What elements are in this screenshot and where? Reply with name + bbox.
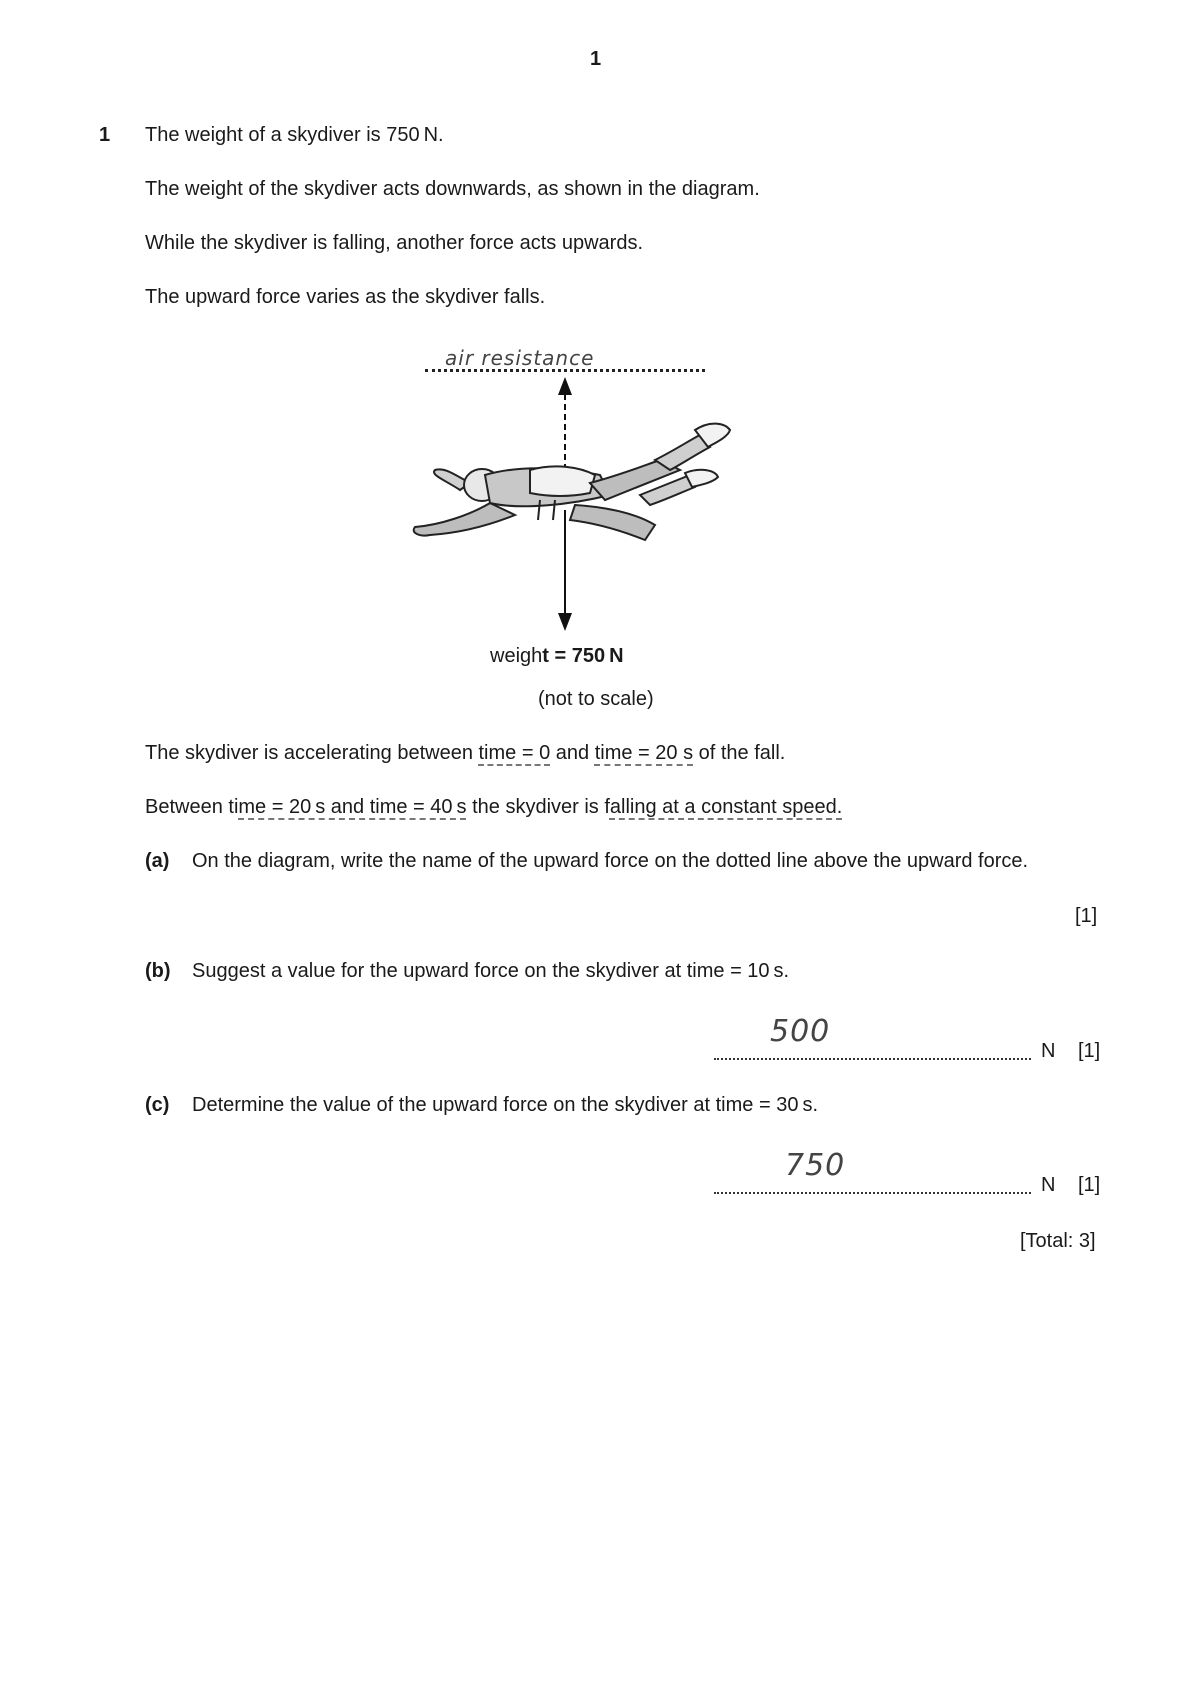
constant-time-range: me = 20 s and time = 40 s bbox=[238, 796, 467, 818]
part-a-label: (a) bbox=[145, 850, 170, 872]
part-c-text: Determine the value of the upward force on the skydiver at time = 30 s. bbox=[192, 1094, 818, 1116]
skydiver-diagram bbox=[390, 375, 750, 635]
weight-label bbox=[490, 645, 624, 668]
part-b-text: Suggest a value for the upward force on the skydiver at time = 10 s. bbox=[192, 960, 790, 982]
total-marks: [Total: 3] bbox=[1020, 1230, 1096, 1252]
weight-arrowhead bbox=[558, 613, 572, 631]
question-number: 1 bbox=[99, 124, 111, 146]
intro-line-4: The upward force varies as the skydiver falls. bbox=[145, 286, 546, 308]
skydiver-figure bbox=[414, 424, 730, 540]
part-a-marks: [1] bbox=[1075, 905, 1098, 927]
part-c-label: (c) bbox=[145, 1094, 170, 1116]
intro-line-1: The weight of a skydiver is 750 N. bbox=[145, 124, 444, 146]
constant-speed-phrase: alling at a constant speed. bbox=[609, 796, 843, 818]
accelerating-text-3: of the fall. bbox=[693, 742, 786, 764]
part-c-answer-line[interactable] bbox=[714, 1150, 1031, 1194]
not-to-scale-note: (not to scale) bbox=[538, 688, 654, 710]
part-b-unit: N bbox=[1041, 1040, 1056, 1062]
intro-line-2: The weight of the skydiver acts downwards, as shown in the diagram. bbox=[145, 178, 760, 200]
constant-text-1: Between ti bbox=[145, 796, 239, 818]
part-b-handwritten-answer: 500 bbox=[770, 1014, 831, 1049]
weight-label-prefix: weigh bbox=[490, 645, 543, 667]
constant-text-2: the skydiver is f bbox=[466, 796, 610, 818]
part-b-label: (b) bbox=[145, 960, 171, 982]
part-b-marks: [1] bbox=[1078, 1040, 1101, 1062]
part-b-answer-line[interactable] bbox=[714, 1016, 1031, 1060]
part-c-handwritten-answer: 750 bbox=[785, 1148, 846, 1183]
accelerating-time-start: time = 0 bbox=[478, 742, 551, 764]
accelerating-text-2: and bbox=[550, 742, 595, 764]
upward-force-arrowhead bbox=[558, 377, 572, 395]
part-c-unit: N bbox=[1041, 1174, 1056, 1196]
accelerating-text-1: The skydiver is accelerating between bbox=[145, 742, 479, 764]
page-number: 1 bbox=[590, 48, 602, 70]
constant-speed-paragraph bbox=[145, 796, 842, 819]
upward-force-handwritten-answer: air resistance bbox=[445, 346, 595, 370]
accelerating-time-end: time = 20 s bbox=[594, 742, 694, 764]
accelerating-paragraph bbox=[145, 742, 785, 765]
part-c-marks: [1] bbox=[1078, 1174, 1101, 1196]
intro-line-3: While the skydiver is falling, another force acts upwards. bbox=[145, 232, 643, 254]
weight-label-value: t = 750 N bbox=[542, 645, 624, 667]
part-a-text: On the diagram, write the name of the upward force on the dotted line above the upward force. bbox=[192, 850, 1029, 872]
